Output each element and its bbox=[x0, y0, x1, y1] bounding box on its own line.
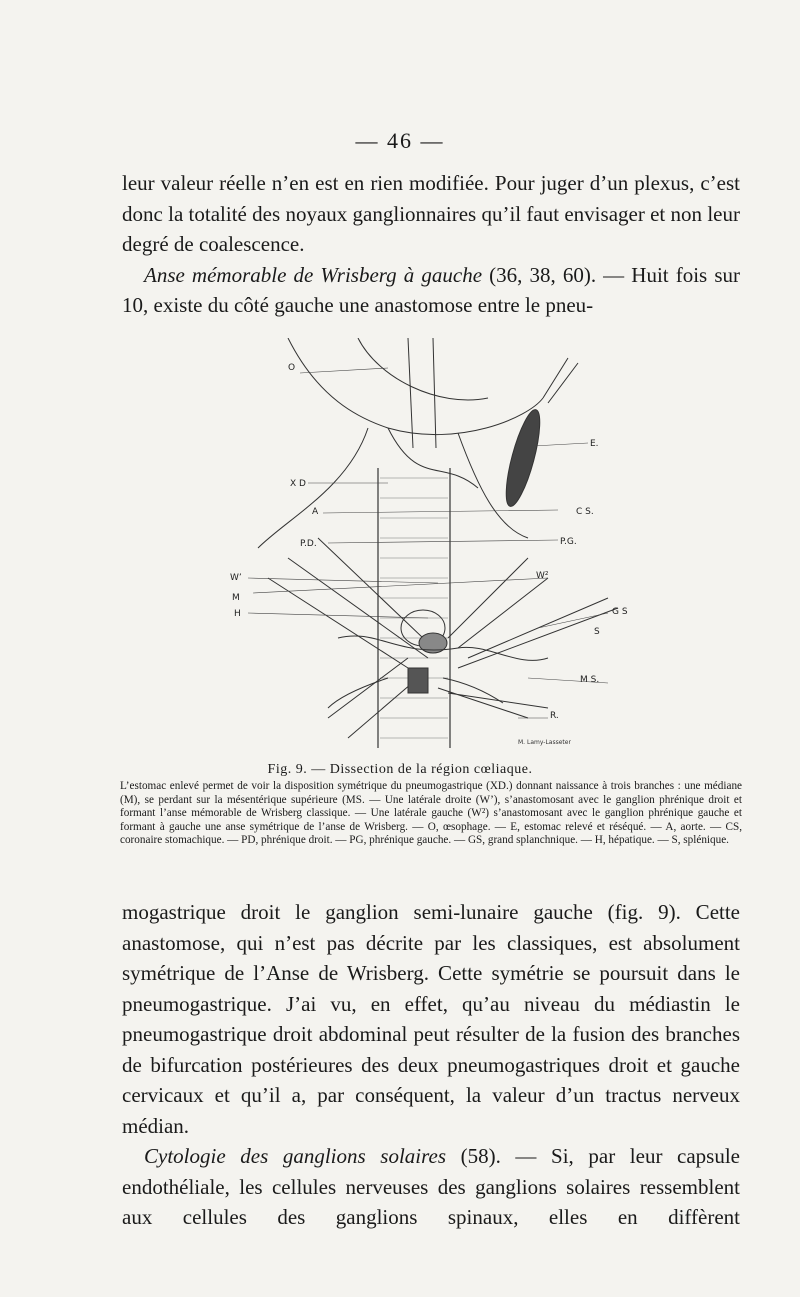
figure-label-splenique: S bbox=[594, 627, 600, 637]
figure-label-rein: R. bbox=[550, 711, 559, 721]
paragraph-anse-wrisberg-text: (36, 38, 60). — Huit fois sur 10, existe du côté gauche une anastomose entre le pneu- bbox=[122, 262, 740, 317]
figure-label-w-droite: W’ bbox=[230, 573, 242, 583]
figure-label-coronaire: C S. bbox=[576, 507, 594, 517]
paragraph-cytologie-text: (58). — Si, par leur capsule endothéliale, les cellules nerveuses des ganglions solaires ressemblent aux cellules des ganglions spinaux, elles en diffèrent bbox=[122, 1144, 740, 1229]
page-number: — 46 — bbox=[355, 128, 445, 153]
figure-label-grand-splanchnique: G S bbox=[612, 607, 628, 617]
figure-label-hepatique: H bbox=[234, 609, 241, 619]
figure-label-mesenterique: M S. bbox=[580, 675, 600, 685]
figure-caption: Fig. 9. — Dissection de la région cœliaque. bbox=[267, 762, 533, 777]
figure-label-phrenique-gauche: P.G. bbox=[560, 537, 577, 547]
figure-label-phrenique-droit: P.D. bbox=[300, 539, 317, 549]
figure-label-pneumogastrique: X D bbox=[290, 479, 306, 489]
paragraph-anse-wrisberg bbox=[122, 260, 740, 321]
bottom-text-block bbox=[122, 897, 740, 1233]
paragraph-coalescence: leur valeur réelle n’en est en rien modifiée. Pour juger d’un plexus, c’est donc la totalité des noyaux ganglionnaires qu’il faut envisager et non leur degré de coalescence. bbox=[122, 171, 740, 256]
figure-legend: L’estomac enlevé permet de voir la disposition symétrique du pneumogastrique (XD.) donnant naissance à trois branches : une médiane (M), se perdant sur la mésentérique supérieure (MS. — Une latérale droite (W’), s’anastomosant avec le ganglion phrénique droit et formant l’anse mémorable de Wrisberg classique. — Une latérale gauche (W²) s’anastomosant avec le ganglion phrénique gauche et formant à gauche une anse symétrique de l’anse de Wrisberg. — O, œsophage. — E, estomac relevé et réséqué. — A, aorte. — CS, coronaire stomachique. — PD, phrénique droit. — PG, phrénique gauche. — GS, grand splanchnique. — H, hépatique. — S, splénique. bbox=[120, 780, 742, 846]
figure-label-oesophage: O bbox=[288, 363, 296, 373]
figure-label-aorte: A bbox=[312, 507, 319, 517]
section-heading-cytologie: Cytologie des ganglions solaires bbox=[144, 1144, 446, 1168]
figure-label-mediane: M bbox=[232, 593, 240, 603]
top-text-block bbox=[122, 168, 740, 321]
figure-label-estomac: E. bbox=[590, 439, 599, 449]
artist-signature: M. Lamy-Lasseter bbox=[518, 739, 571, 746]
paragraph-symetrie: mogastrique droit le ganglion semi-lunaire gauche (fig. 9). Cette anastomose, qui n’est pas décrite par les classiques, est absolument symétrique de l’Anse de Wrisberg. Cette symétrie se poursuit dans le pneumogastrique. J’ai vu, en effet, qu’au niveau du médiastin le pneumogastrique droit abdominal peut résulter de la fusion des branches de bifurcation postérieures des deux pneumogastriques droit et gauche cervicaux et qu’il a, par conséquent, la valeur d’un tractus nerveux médian. bbox=[122, 900, 740, 1138]
figure-label-w-gauche: W² bbox=[536, 571, 549, 581]
paragraph-cytologie bbox=[122, 1141, 740, 1233]
dissection-figure bbox=[228, 338, 648, 758]
section-heading-anse-wrisberg: Anse mémorable de Wrisberg à gauche bbox=[144, 262, 483, 287]
